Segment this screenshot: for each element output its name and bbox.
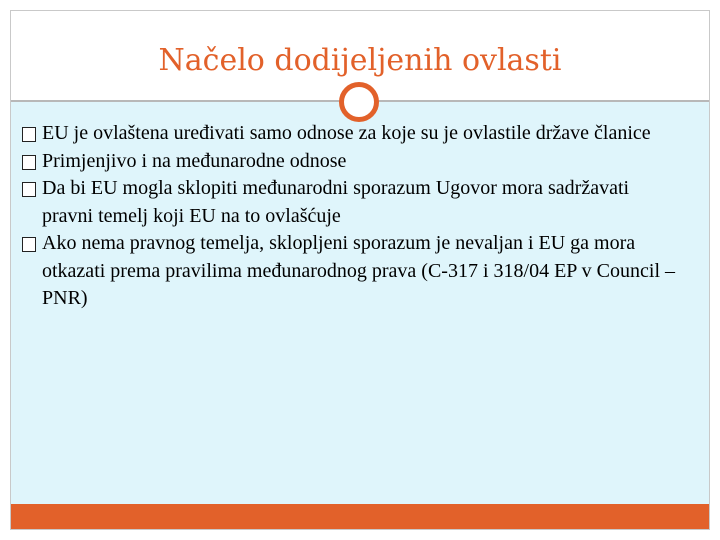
bottom-accent-bar: [11, 504, 709, 529]
bullet-text: Ako nema pravnog temelja, sklopljeni sporazum je nevaljan i EU ga mora otkazati prema pravilima međunarodnog prava (C-317 i 318/04 EP v Council – PNR): [42, 232, 675, 309]
square-bullet-icon: [22, 182, 36, 197]
bullet-text: EU je ovlaštena uređivati samo odnose za koje su je ovlastile države članice: [42, 122, 651, 144]
square-bullet-icon: [22, 155, 36, 170]
square-bullet-icon: [22, 237, 36, 252]
square-bullet-icon: [22, 127, 36, 142]
slide-title: Načelo dodijeljenih ovlasti: [158, 43, 562, 78]
bullet-text: Primjenjivo i na međunarodne odnose: [42, 149, 347, 172]
bullet-list: [22, 120, 682, 313]
list-item: [22, 230, 682, 313]
ring-ornament-icon: [339, 82, 379, 122]
bullet-text: Da bi EU mogla sklopiti međunarodni sporazum Ugovor mora sadržavati pravni temelj koji EU na to ovlašćuje: [42, 177, 630, 227]
list-item: [22, 148, 682, 176]
list-item: [22, 120, 682, 148]
list-item: [22, 175, 682, 230]
